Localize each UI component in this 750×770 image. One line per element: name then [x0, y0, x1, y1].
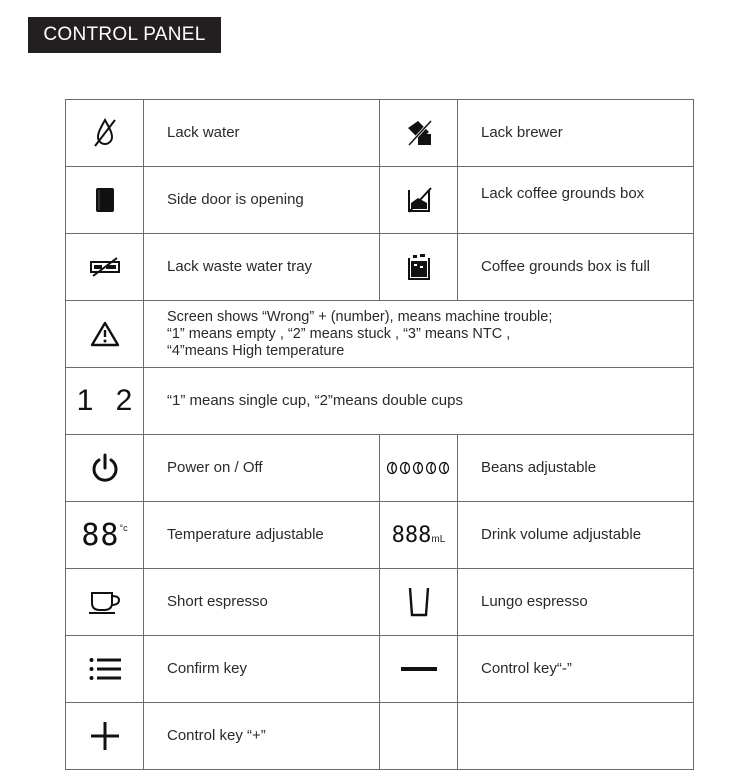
- brewer-crossed-icon: [380, 100, 458, 167]
- table-row: [66, 703, 694, 770]
- water-drop-crossed-icon: [66, 100, 144, 167]
- espresso-cup-icon: [66, 569, 144, 636]
- table-row: [66, 435, 694, 502]
- cups-icon: [66, 368, 144, 435]
- temperature-label: Temperature adjustable: [144, 502, 380, 569]
- temp-digits: 88: [81, 517, 120, 553]
- table-row: [66, 100, 694, 167]
- table-row: [66, 167, 694, 234]
- volume-unit: mL: [431, 533, 446, 545]
- minus-icon: [380, 636, 458, 703]
- grounds-box-crossed-icon: [380, 167, 458, 234]
- plus-key-label: Control key “+”: [144, 703, 380, 770]
- lack-tray-label: Lack waste water tray: [144, 234, 380, 301]
- cups-label: “1” means single cup, “2”means double cups: [144, 368, 694, 435]
- trouble-line-1: Screen shows “Wrong” + (number), means machine trouble;: [167, 308, 553, 325]
- lack-grounds-box-label: Lack coffee grounds box: [458, 167, 694, 234]
- table-row: [66, 301, 694, 368]
- table-row: [66, 234, 694, 301]
- lack-water-label: Lack water: [144, 100, 380, 167]
- lungo-glass-icon: [380, 569, 458, 636]
- control-panel-table: [65, 99, 694, 770]
- empty-cell: [458, 703, 694, 770]
- beans-icon: [380, 435, 458, 502]
- menu-list-icon: [66, 636, 144, 703]
- side-door-label: Side door is opening: [144, 167, 380, 234]
- trouble-line-3: “4”means High temperature: [167, 342, 345, 359]
- plus-icon: [66, 703, 144, 770]
- door-icon: [66, 167, 144, 234]
- table-row: [66, 569, 694, 636]
- trouble-line-2: “1” means empty , “2” means stuck , “3” means NTC ,: [167, 325, 511, 342]
- table-row: [66, 636, 694, 703]
- temp-unit: °c: [119, 522, 128, 533]
- beans-label: Beans adjustable: [458, 435, 694, 502]
- warning-triangle-icon: [66, 301, 144, 368]
- lack-brewer-label: Lack brewer: [458, 100, 694, 167]
- volume-display-icon: [380, 502, 458, 569]
- page-title: CONTROL PANEL: [28, 17, 221, 53]
- table-row: [66, 502, 694, 569]
- trouble-description: [144, 301, 694, 368]
- grounds-box-full-icon: [380, 234, 458, 301]
- grounds-full-label: Coffee grounds box is full: [458, 234, 694, 301]
- temperature-display-icon: [66, 502, 144, 569]
- short-espresso-label: Short espresso: [144, 569, 380, 636]
- volume-digits: 888: [391, 522, 432, 548]
- confirm-key-label: Confirm key: [144, 636, 380, 703]
- minus-key-label: Control key“-”: [458, 636, 694, 703]
- lungo-espresso-label: Lungo espresso: [458, 569, 694, 636]
- tray-crossed-icon: [66, 234, 144, 301]
- power-label: Power on / Off: [144, 435, 380, 502]
- empty-cell: [380, 703, 458, 770]
- table-row: [66, 368, 694, 435]
- cups-icon-text: 1 2: [76, 384, 133, 417]
- volume-label: Drink volume adjustable: [458, 502, 694, 569]
- power-icon: [66, 435, 144, 502]
